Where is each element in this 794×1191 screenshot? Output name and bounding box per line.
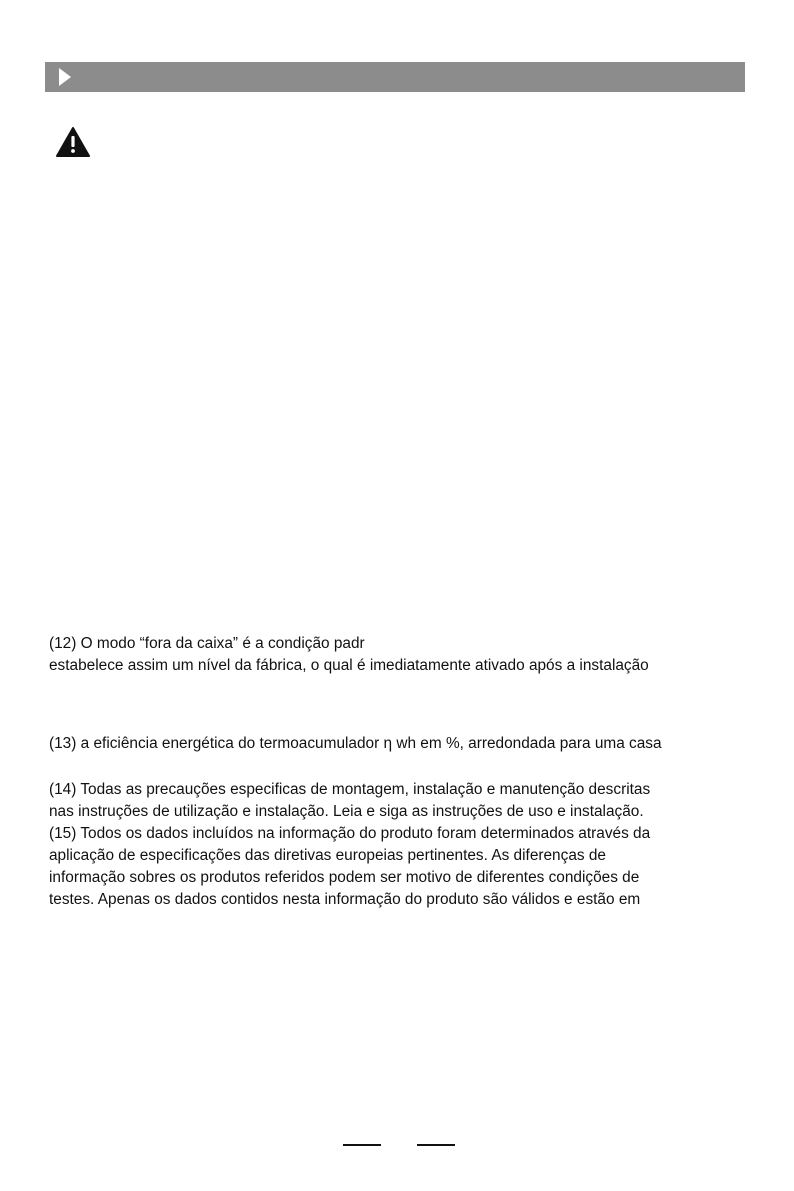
footer-rule-right — [417, 1144, 455, 1146]
note-12-line: estabelece assim um nível da fábrica, o qual é imediatamente ativado após a instalação — [49, 657, 649, 674]
note-12-line: (12) O modo “fora da caixa” é a condição padr — [49, 635, 365, 652]
note-15-line: (15) Todos os dados incluídos na informação do produto foram determinados através da — [49, 825, 651, 842]
note-13 — [49, 733, 662, 755]
footer-rule-left — [343, 1144, 381, 1146]
note-14-line: (14) Todas as precauções especificas de montagem, instalação e manutenção descritas — [49, 781, 651, 798]
note-12 — [49, 633, 649, 677]
note-14 — [49, 779, 650, 823]
note-15-line: informação sobres os produtos referidos podem ser motivo de diferentes condições de — [49, 869, 640, 886]
note-13-line: (13) a eficiência energética do termoacumulador η wh em %, arredondada para uma casa — [49, 735, 662, 752]
section-header-bar — [45, 62, 745, 92]
note-14-line: nas instruções de utilização e instalação. Leia e siga as instruções de uso e instalação. — [49, 803, 644, 820]
note-15-line: aplicação de especificações das diretivas europeias pertinentes. As diferenças de — [49, 847, 606, 864]
note-15 — [49, 823, 650, 911]
warning-triangle-icon — [55, 126, 91, 158]
note-15-line: testes. Apenas os dados contidos nesta informação do produto são válidos e estão em — [49, 891, 641, 908]
play-triangle-icon — [59, 68, 71, 86]
